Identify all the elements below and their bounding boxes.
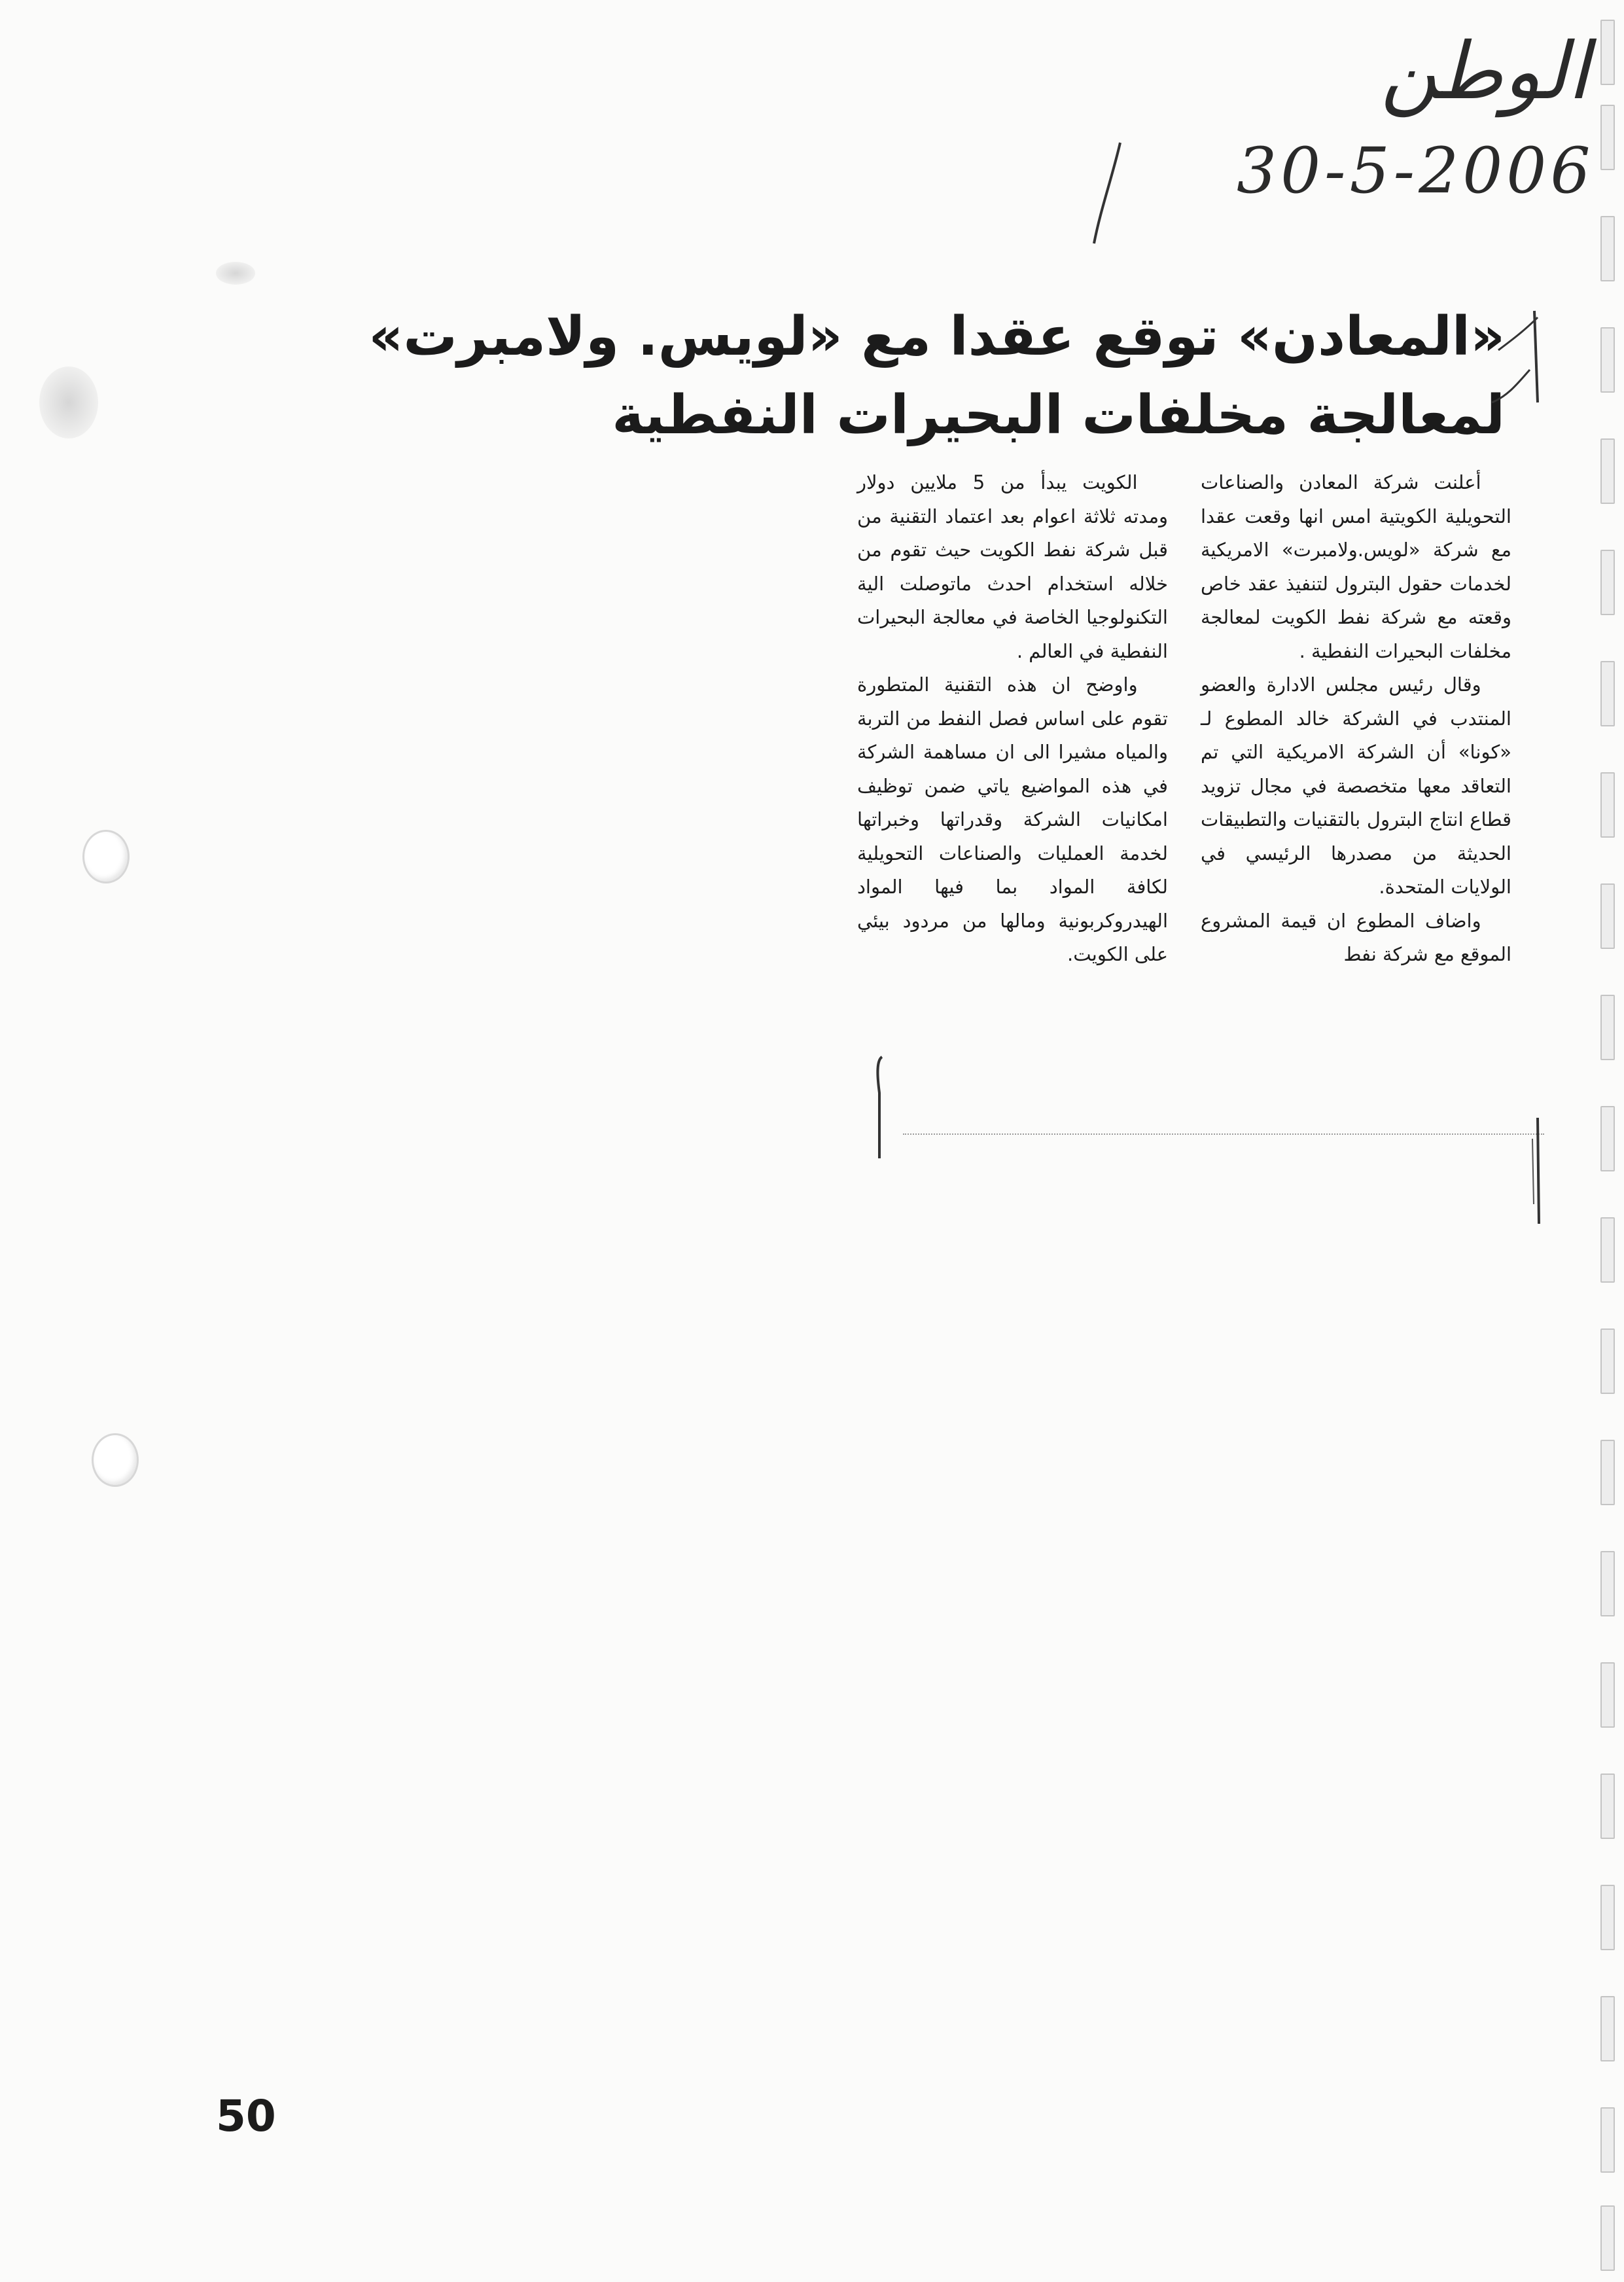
edge-tab [1600, 1885, 1615, 1950]
edge-tab [1600, 20, 1615, 85]
paragraph: واوضح ان هذه التقنية المتطورة تقوم على اساس فصل النفط من التربة والمياه مشيرا الى ان مساهمة الشركة في هذه المواضيع ياتي ضمن توظيف امكانيات الشركة وقدراتها وخبراتها لخدمة العمليات والصناعات التحويلية لكافة المواد بما فيها المواد الهيدروكربونية ومالها من مردود بيئي على الكويت. [857, 673, 1168, 965]
paragraph: واضاف المطوع ان قيمة المشروع الموقع مع شركة نفط [1201, 909, 1511, 965]
edge-tab [1600, 2205, 1615, 2271]
handwritten-source: الوطن [1381, 26, 1589, 117]
edge-tab [1600, 1328, 1615, 1394]
edge-tab [1600, 1217, 1615, 1283]
edge-tab [1600, 105, 1615, 170]
edge-tab [1600, 883, 1615, 949]
edge-tab [1600, 2107, 1615, 2173]
edge-tab [1600, 550, 1615, 615]
clip-mark-left [870, 1054, 896, 1165]
edge-tab [1600, 995, 1615, 1060]
edge-tab [1600, 438, 1615, 504]
paragraph: الكويت يبدأ من 5 ملايين دولار ومدته ثلاثة اعوام بعد اعتماد التقنية من قبل شركة نفط الكويت حيث تقوم من خلاله استخدام احدث ماتوصلت الية التكنولوجيا الخاصة في معالجة البحيرات النفطية في العالم . [857, 471, 1168, 662]
punch-hole [92, 1433, 139, 1487]
clip-mark-right [1525, 1113, 1551, 1230]
article-column-left [857, 466, 1168, 972]
article-column-right [1201, 466, 1511, 972]
smudge [216, 262, 255, 285]
edge-tab [1600, 772, 1615, 838]
edge-tab [1600, 216, 1615, 281]
edge-tab [1600, 1774, 1615, 1839]
edge-tab [1600, 1440, 1615, 1505]
pen-stroke [1086, 137, 1125, 249]
edge-tab [1600, 1996, 1615, 2061]
headline-line-1: «المعادن» توقع عقدا مع «لويس. ولامبرت» [368, 306, 1505, 368]
paragraph: أعلنت شركة المعادن والصناعات التحويلية الكويتية امس انها وقعت عقدا مع شركة «لويس.ولامبرت» الامريكية لخدمات حقول البترول لتنفيذ عقد خاص وقعته مع شركة نفط الكويت لمعالجة مخلفات البحيرات النفطية . [1201, 471, 1511, 662]
headline-line-2: لمعالجة مخلفات البحيرات النفطية [612, 384, 1505, 446]
page-number: 50 [216, 2091, 276, 2141]
edge-tab [1600, 661, 1615, 726]
smudge [39, 366, 98, 438]
edge-tab [1600, 1662, 1615, 1728]
clip-bracket [1472, 304, 1551, 416]
paragraph: وقال رئيس مجلس الادارة والعضو المنتدب في الشركة خالد المطوع لـ «كونا» أن الشركة الامريكية التي تم التعاقد معها متخصصة في مجال تزويد قطاع انتاج البترول بالتقنيات والتطبيقات الحديثة من مصدرها الرئيسي في الولايات المتحدة. [1201, 673, 1511, 898]
headline [368, 298, 1505, 455]
punch-hole [82, 830, 130, 883]
handwritten-date: 30-5-2006 [1237, 134, 1595, 207]
cut-line [903, 1133, 1544, 1135]
edge-tab [1600, 1551, 1615, 1616]
edge-tab [1600, 327, 1615, 393]
edge-tab [1600, 1106, 1615, 1171]
